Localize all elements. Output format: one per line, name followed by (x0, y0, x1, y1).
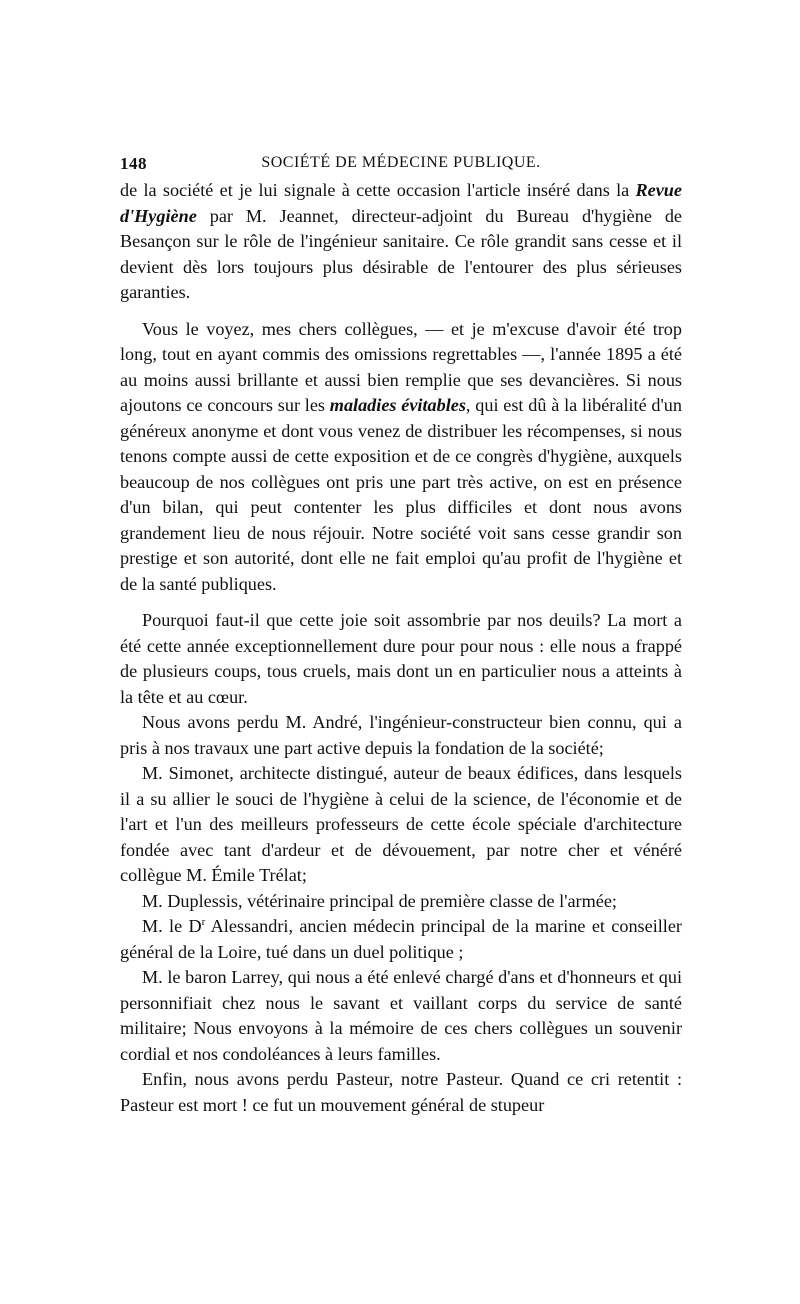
book-page (120, 150, 682, 1118)
paragraph-7 (120, 914, 682, 965)
journal-title: Revue d'Hygiène (120, 180, 682, 226)
paragraph-9: Enfin, nous avons perdu Pasteur, notre Pasteur. Quand ce cri retentit : Pasteur est mort ! ce fut un mouvement général de stupeur (120, 1069, 682, 1115)
paragraph-1 (120, 178, 682, 306)
paragraph-2-text-a: Vous le voyez, mes chers collègues, — et je m'excuse d'avoir été trop long, tout en ayant commis des omissions regrettables —, l'année 1895 a été au moins aussi brillante et aussi bien remplie que ses devancières. Si nous ajoutons ce concours sur les (120, 318, 682, 415)
paragraph-7-text-b: Alessandri, ancien médecin principal de la marine et conseiller général de la Loire, tué dans un duel politique ; (120, 916, 682, 962)
paragraph-2-text-b: , qui est dû à la libéralité d'un généreux anonyme et dont vous venez de distribuer les récompenses, si nous tenons compte aussi de cette exposition et de ce congrès d'hygiène, auxquels beaucoup de nos collègues ont pris une part très active, on est en présence d'un bilan, qui peut contenter les plus difficiles et dont nous avons grandement lieu de nous réjouir. Notre société voit sans cesse grandir son prestige et son autorité, dont elle ne fait emploi qu'au profit de l'hygiène et de la santé publiques. (120, 395, 682, 594)
paragraph-4: Nous avons perdu M. André, l'ingénieur-constructeur bien connu, qui a pris à nos travaux une part active depuis la fondation de la société; (120, 712, 682, 758)
running-head (120, 150, 682, 178)
paragraph-7-text-a: M. le D (142, 916, 202, 936)
contest-title: maladies évitables (329, 395, 466, 415)
paragraph-6: M. Duplessis, vétérinaire principal de première classe de l'armée; (142, 890, 617, 911)
paragraph-3: Pourquoi faut-il que cette joie soit assombrie par nos deuils? La mort a été cette année exceptionnellement dure pour pour nous : elle nous a frappé de plusieurs coups, tous cruels, mais dont un en particulier nous a atteints à la tête et au cœur. (120, 610, 682, 707)
page-number: 148 (120, 154, 147, 173)
paragraph-1-text-b: par M. Jeannet, directeur-adjoint du Bureau d'hygiène de Besançon sur le rôle de l'ingénieur sanitaire. Ce rôle grandit sans cesse et il devient dès lors toujours plus désirable de l'entourer des plus sérieuses garanties. (120, 205, 682, 302)
doctor-superscript: r (201, 915, 206, 928)
paragraph-8: M. le baron Larrey, qui nous a été enlevé chargé d'ans et d'honneurs et qui personnifiait chez nous le savant et vaillant corps du service de santé militaire; Nous envoyons à la mémoire de ces chers collègues un souvenir cordial et nos condoléances à leurs familles. (120, 967, 682, 1064)
paragraph-2 (120, 317, 682, 598)
paragraph-5: M. Simonet, architecte distingué, auteur de beaux édifices, dans lesquels il a su allier le souci de l'hygiène à celui de la science, de l'économie et de l'art et l'un des meilleurs professeurs de cette école spéciale d'architecture fondée avec tant d'ardeur et de dévouement, par notre cher et vénéré collègue M. Émile Trélat; (120, 763, 682, 885)
body-text (120, 178, 682, 1118)
paragraph-1-text-a: de la société et je lui signale à cette occasion l'article inséré dans la (120, 180, 636, 200)
running-title: SOCIÉTÉ DE MÉDECINE PUBLIQUE. (261, 154, 541, 171)
